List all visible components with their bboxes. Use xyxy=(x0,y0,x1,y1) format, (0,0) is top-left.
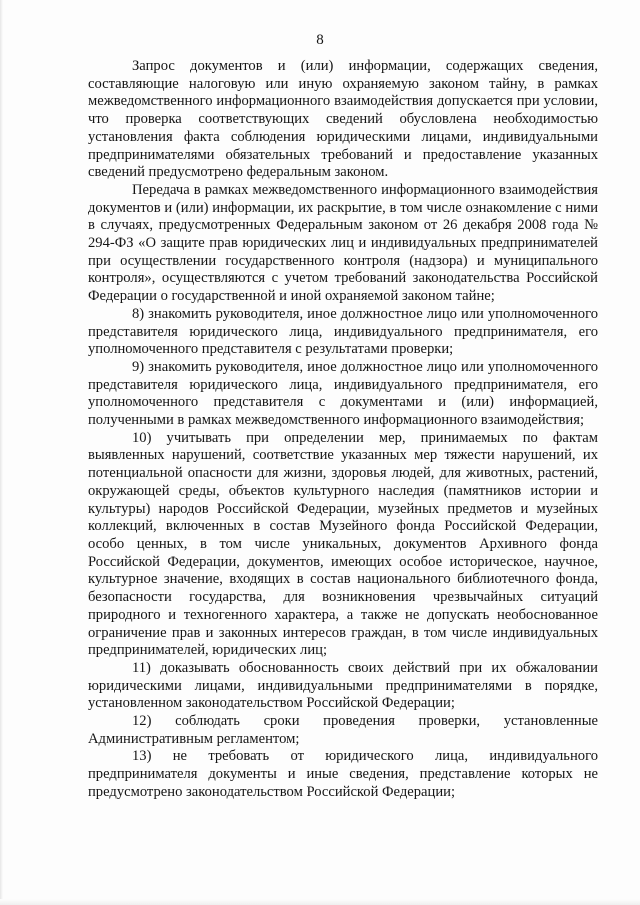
list-item-12: 12) соблюдать сроки проведения проверки, установленные Административным регламентом; xyxy=(88,713,598,747)
list-item-9: 9) знакомить руководителя, иное должностное лицо или уполномоченного представителя юридического лица, индивидуального предпринимателя, его уполномоченного представителя с документами и (или) информацией, полученными в рамках межведомственного информационного взаимодействия; xyxy=(88,358,598,429)
list-item-13: 13) не требовать от юридического лица, индивидуального предпринимателя документы и иные сведения, представление которых не предусмотрено законодательством Российской Федерации; xyxy=(88,748,598,800)
paragraph-info-request-secrecy: Запрос документов и (или) информации, содержащих сведения, составляющие налоговую или иную охраняемую законом тайну, в рамках межведомственного информационного взаимодействия допускается при условии, что проверка соответствующих сведений обусловлена необходимостью установления факта соблюдения юридическими лицами, индивидуальными предпринимателями обязательных требований и предоставление указанных сведений предусмотрено федеральным законом. xyxy=(88,58,598,181)
scan-bottom-shadow xyxy=(0,899,640,905)
list-item-11: 11) доказывать обоснованность своих действий при их обжаловании юридическими лицами, индивидуальными предпринимателями в порядке, установленном законодательством Российской Федерации; xyxy=(88,659,598,712)
scan-edge-shadow xyxy=(0,0,3,905)
list-item-8: 8) знакомить руководителя, иное должностное лицо или уполномоченного представителя юридического лица, индивидуального предпринимателя, его уполномоченного представителя с результатами проверки; xyxy=(88,305,598,358)
document-body xyxy=(88,58,598,802)
list-item-10: 10) учитывать при определении мер, принимаемых по фактам выявленных нарушений, соответствие указанных мер тяжести нарушений, их потенциальной опасности для жизни, здоровья людей, для животных, растений, окружающей среды, объектов культурного наследия (памятников истории и культуры) народов Российской Федерации, музейных предметов и музейных коллекций, включенных в состав Музейного фонда Российской Федерации, особо ценных, в том числе уникальных, документов Архивного фонда Российской Федерации, документов, имеющих особое историческое, научное, культурное значение, входящих в состав национального библиотечного фонда, безопасности государства, для возникновения чрезвычайных ситуаций природного и техногенного характера, а также не допускать необоснованное ограничение прав и законных интересов граждан, в том числе индивидуальных предпринимателей, юридических лиц; xyxy=(88,429,598,659)
page-number: 8 xyxy=(316,32,324,48)
paragraph-info-transfer: Передача в рамках межведомственного информационного взаимодействия документов и (или) информации, их раскрытие, в том числе ознакомление с ними в случаях, предусмотренных Федеральным законом от 26 декабря 2008 года № 294-ФЗ «О защите прав юридических лиц и индивидуальных предпринимателей при осуществлении государственного контроля (надзора) и муниципального контроля», осуществляются с учетом требований законодательства Российской Федерации о государственной и иной охраняемой законом тайне; xyxy=(88,181,598,305)
